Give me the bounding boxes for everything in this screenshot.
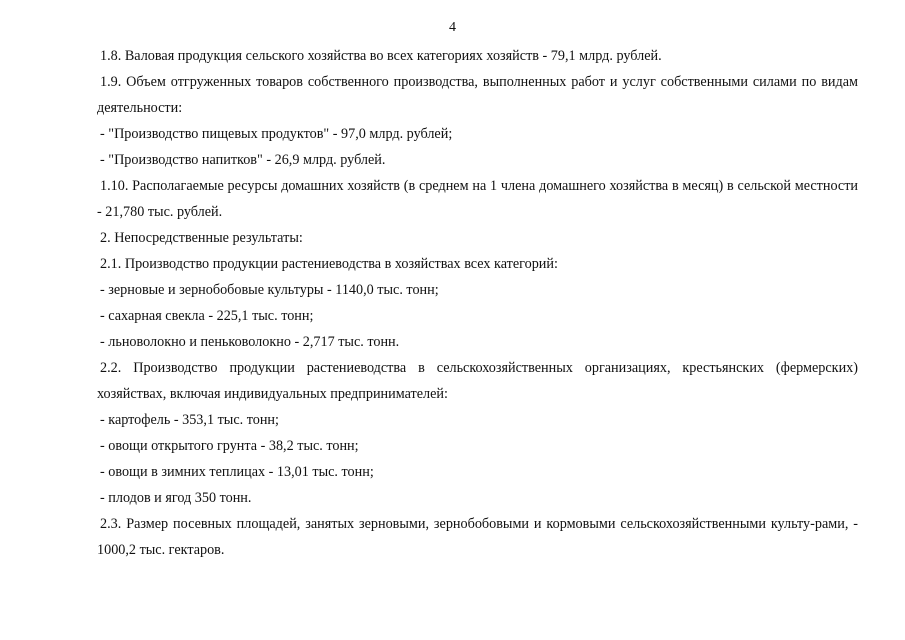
- list-item: - овощи в зимних теплицах - 13,01 тыс. тонн;: [100, 464, 374, 480]
- list-item: - картофель - 353,1 тыс. тонн;: [100, 412, 279, 428]
- paragraph-1-8: 1.8. Валовая продукция сельского хозяйства во всех категориях хозяйств - 79,1 млрд. рублей.: [100, 48, 662, 64]
- list-item: - "Производство напитков" - 26,9 млрд. рублей.: [100, 152, 386, 168]
- list-item: - "Производство пищевых продуктов" - 97,0 млрд. рублей;: [100, 126, 453, 142]
- list-item: - сахарная свекла - 225,1 тыс. тонн;: [100, 308, 314, 324]
- list-item: - зерновые и зернобобовые культуры - 1140,0 тыс. тонн;: [100, 282, 439, 298]
- paragraph-1-10: 1.10. Располагаемые ресурсы домашних хозяйств (в среднем на 1 члена домашнего хозяйства в месяц) в сельской местности - 21,780 тыс. рублей.: [97, 178, 858, 220]
- paragraph-2-1: 2.1. Производство продукции растениеводства в хозяйствах всех категорий:: [100, 256, 558, 272]
- list-item: - овощи открытого грунта - 38,2 тыс. тонн;: [100, 438, 359, 454]
- paragraph-2: 2. Непосредственные результаты:: [100, 230, 303, 246]
- paragraph-2-3: 2.3. Размер посевных площадей, занятых зерновыми, зернобобовыми и кормовыми сельскохозяйственными культу-рами, - 1000,2 тыс. гектаров.: [97, 516, 858, 558]
- document-body: [97, 43, 858, 563]
- list-item: - плодов и ягод 350 тонн.: [100, 490, 252, 506]
- paragraph-1-9: 1.9. Объем отгруженных товаров собственного производства, выполненных работ и услуг собственными силами по видам деятельности:: [97, 74, 858, 116]
- list-item: - льноволокно и пеньковолокно - 2,717 тыс. тонн.: [100, 334, 400, 350]
- paragraph-2-2: 2.2. Производство продукции растениеводства в сельскохозяйственных организациях, крестьянских (фермерских) хозяйствах, включая индивидуальных предпринимателей:: [97, 360, 858, 402]
- page-number: 4: [449, 20, 456, 35]
